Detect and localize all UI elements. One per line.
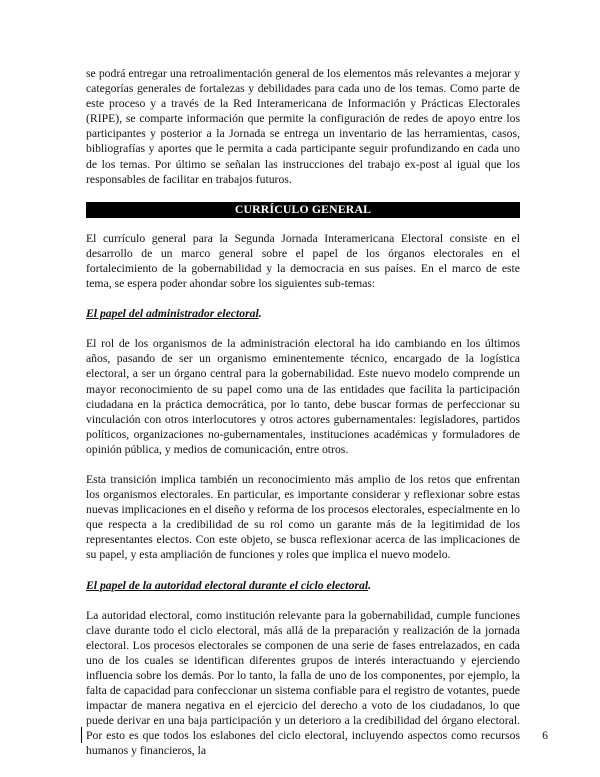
- page-number: 6: [542, 729, 548, 742]
- paragraph-administrador-2: Esta transición implica también un reconocimiento más amplio de los retos que enfrentan los organismos electorales. En particular, es importante considerar y reflexionar sobre estas nuevas implicaciones en el diseño y reforma de los procesos electorales, especialmente en lo que respecta a la credibilidad de su rol como un garante más de la legitimidad de los representantes electos. Con este objeto, se busca reflexionar acerca de las implicaciones de su papel, y esta ampliación de funciones y roles que implica el nuevo modelo.: [86, 472, 520, 562]
- page-content: [86, 66, 520, 774]
- subsection-title-administrador-text: El papel del administrador electoral: [86, 307, 259, 321]
- subsection-title-ciclo-electoral: [86, 578, 520, 593]
- subsection-title-ciclo-electoral-text: El papel de la autoridad electoral durante el ciclo electoral: [86, 578, 369, 592]
- subsection-title-ciclo-electoral-period: .: [368, 578, 372, 592]
- subsection-title-administrador-period: .: [258, 307, 262, 321]
- paragraph-intro: El currículo general para la Segunda Jornada Interamericana Electoral consiste en el desarrollo de un marco general sobre el papel de los órganos electorales en el fortalecimiento de la gobernabilidad y la democracia en sus países. En el marco de este tema, se espera poder ahondar sobre los siguientes sub-temas:: [86, 231, 520, 291]
- section-heading-curriculo-general: CURRÍCULO GENERAL: [86, 202, 520, 218]
- paragraph-administrador-1: El rol de los organismos de la administración electoral ha ido cambiando en los últimos años, pasando de ser un organismo eminentemente técnico, encargado de la logística electoral, a ser un órgano central para la gobernabilidad. Este nuevo modelo comprende un mayor reconocimiento de su papel como una de las entidades que facilita la participación ciudadana en la práctica democrática, por lo tanto, debe buscar formas de perfeccionar su vinculación con otros interlocutores y otros actores gubernamentales: legisladores, partidos políticos, organizaciones no-gubernamentales, instituciones académicas y formuladores de opinión pública, y medios de comunicación, entre otros.: [86, 337, 520, 456]
- subsection-title-administrador: [86, 306, 520, 321]
- footer-rule: [81, 727, 82, 743]
- paragraph-top: se podrá entregar una retroalimentación general de los elementos más relevantes a mejorar y categorías generales de fortalezas y debilidades para cada uno de los temas. Como parte de este proceso y a través de la Red Interamericana de Información y Prácticas Electorales (RIPE), se comparte información que permite la configuración de redes de apoyo entre los participantes y posterior a la Jornada se entrega un inventario de las herramientas, casos, bibliografías y aportes que le permita a cada participante seguir profundizando en cada uno de los temas. Por último se señalan las instrucciones del trabajo ex-post al igual que los responsables de facilitar en trabajos futuros.: [86, 67, 520, 186]
- paragraph-ciclo-electoral-1: La autoridad electoral, como institución relevante para la gobernabilidad, cumple funciones clave durante todo el ciclo electoral, más allá de la preparación y realización de la jornada electoral. Los procesos electorales se componen de una serie de fases entrelazados, en cada uno de los cuales se identifican diferentes grupos de interés interactuando y ejerciendo influencia sobre los demás. Por lo tanto, la falla de uno de los componentes, por ejemplo, la falta de capacidad para confeccionar un sistema confiable para el registro de votantes, puede impactar de manera negativa en el ejercicio del derecho a voto de los ciudadanos, lo que puede derivar en una baja participación y un deterioro a la credibilidad del órgano electoral. Por esto es que todos los eslabones del ciclo electoral, incluyendo aspectos como recursos humanos y financieros, la: [86, 608, 520, 758]
